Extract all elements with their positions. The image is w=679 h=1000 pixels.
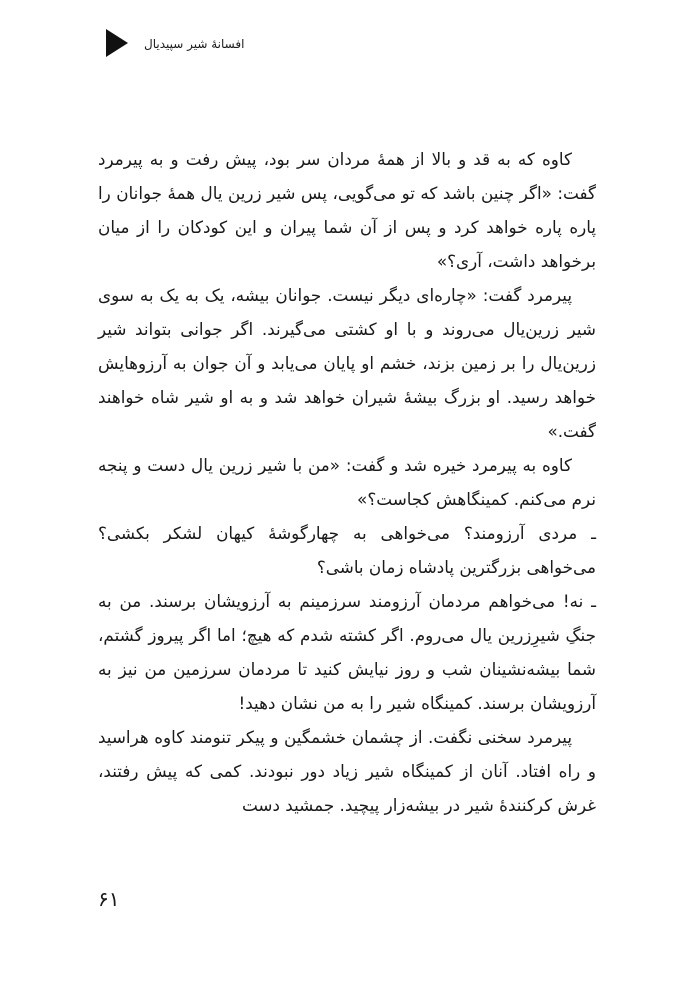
paragraph-5-dialogue: ـ نه! می‌خواهم مردمان آرزومند سرزمینم به آرزویشان برسند. من به جنگِ شیرِزرین یال می‌روم. اگر کشته شدم که هیچ؛ اما اگر پیروز گشتم، شما بیشه‌نشینان شب و روز نیایش کنید تا مردمان سرزمین من نیز به آرزویشان برسند. کمینگاه شیر را به من نشان دهید! xyxy=(98,591,596,713)
paragraph-1: کاوه که به قد و بالا از همهٔ مردان سر بود، پیش رفت و به پیرمرد گفت: «اگر چنین باشد که تو می‌گویی، پس شیر زرین یال همهٔ جوانان را پاره پاره خواهد کرد و پس از آن شما پیران و این کودکان را از میان برخواهد داشت، آری؟» xyxy=(98,149,596,271)
running-header xyxy=(100,25,620,65)
paragraph-2: پیرمرد گفت: «چاره‌ای دیگر نیست. جوانان بیشه، یک به یک به سوی شیر زرین‌یال می‌روند و با او کشتی می‌گیرند. اگر جوانی بتواند شیر زرین‌یال را بر زمین بزند، خشم او پایان می‌یابد و آن جوان به آرزوهایش خواهد رسید. او بزرگ بیشهٔ شیران خواهد شد و به او شیر شاه خواهند گفت.» xyxy=(98,285,596,441)
paragraph-4-dialogue: ـ مردی آرزومند؟ می‌خواهی به چهارگوشهٔ کیهان لشکر بکشی؟ می‌خواهی بزرگترین پادشاه زمان باشی؟ xyxy=(98,523,596,577)
body-text xyxy=(98,142,596,822)
paragraph-3: کاوه به پیرمرد خیره شد و گفت: «من با شیر زرین یال دست و پنجه نرم می‌کنم. کمینگاهش کجاست؟» xyxy=(98,455,596,509)
triangle-marker-icon xyxy=(106,29,128,57)
running-header-title: افسانهٔ شیر سپیدیال xyxy=(144,37,245,51)
paragraph-6: پیرمرد سخنی نگفت. از چشمان خشمگین و پیکر تنومند کاوه هراسید و راه افتاد. آنان از کمینگاه شیر زیاد دور نبودند. کمی که پیش رفتند، غرش کرکنندهٔ شیر در بیشه‌زار پیچید. جمشید دست xyxy=(98,727,596,815)
page-number: ۶۱ xyxy=(98,887,120,911)
